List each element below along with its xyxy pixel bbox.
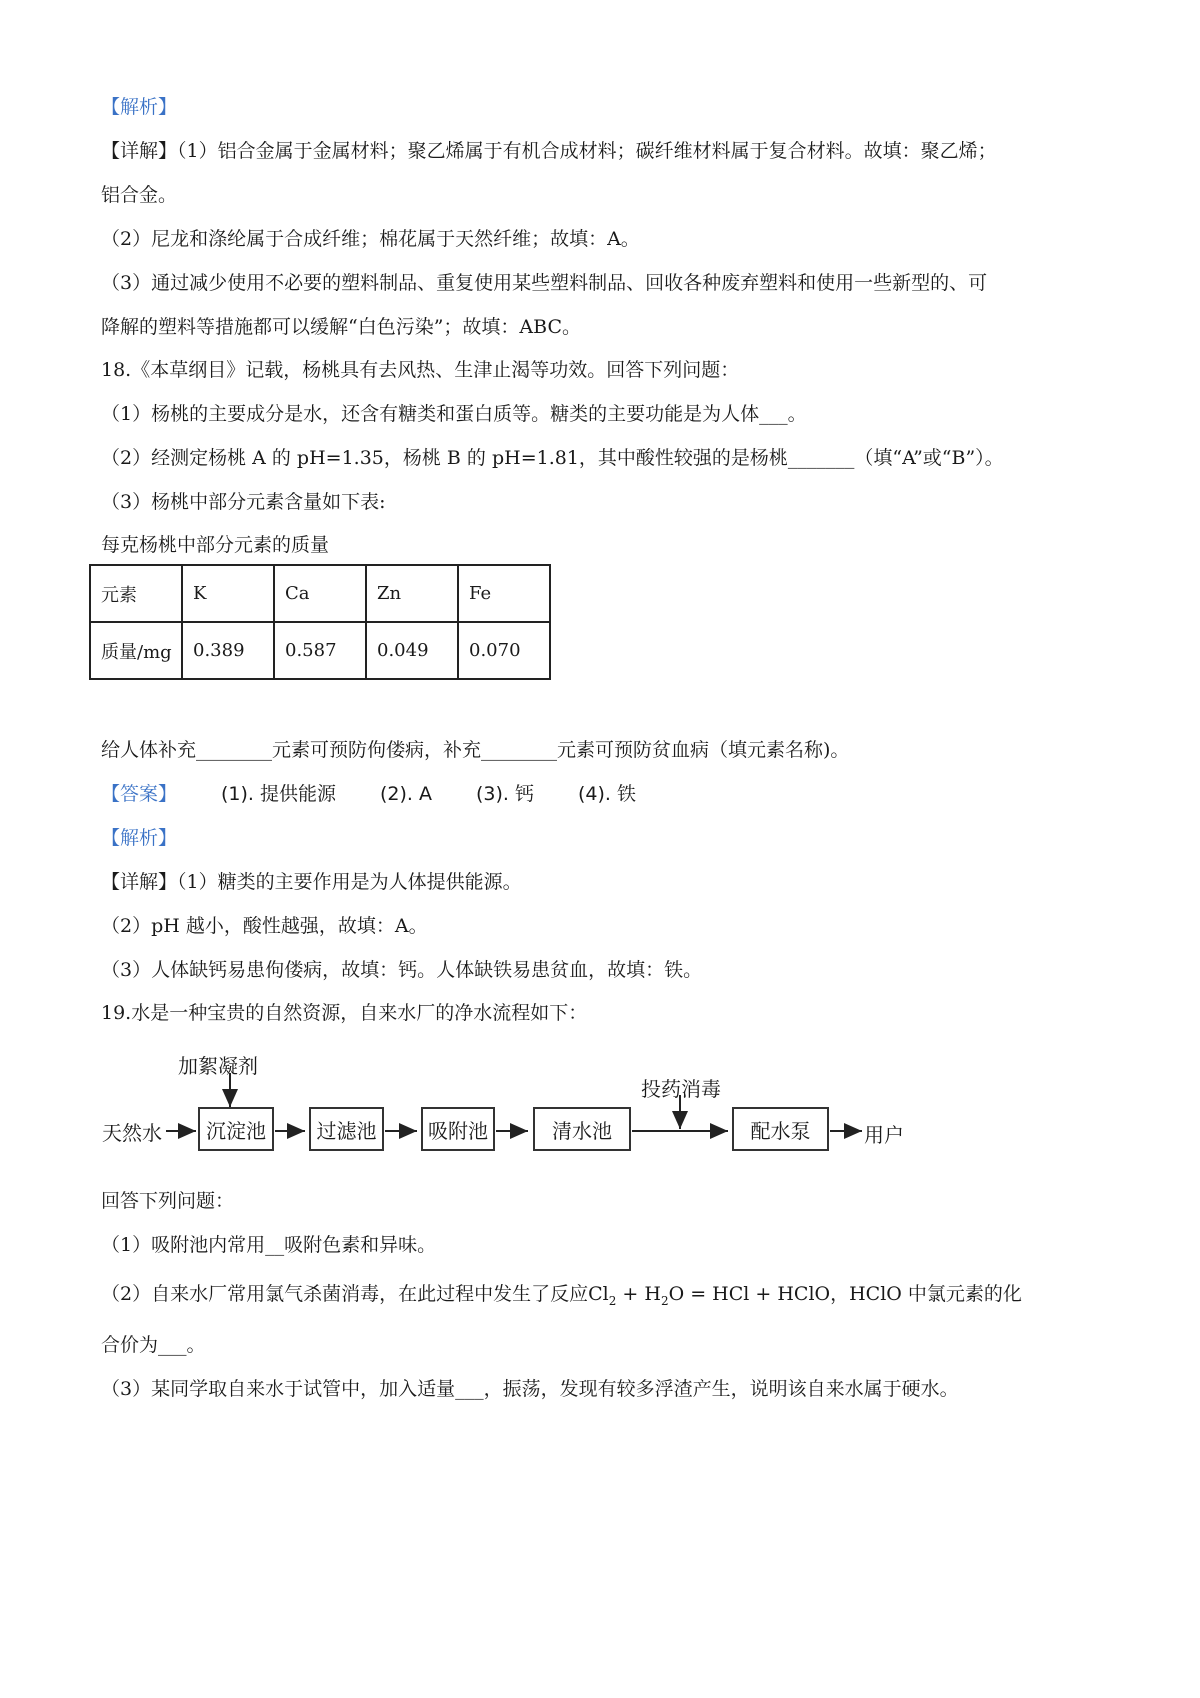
q18-part3: （3）杨桃中部分元素含量如下表:	[101, 491, 386, 513]
element-mass-table	[89, 564, 551, 680]
detail-line-3b: 降解的塑料等措施都可以缓解“白色污染”；故填：ABC。	[101, 316, 582, 338]
table-cell: K	[182, 565, 274, 622]
q18-part4: 给人体补充________元素可预防佝偻病，补充________元素可预防贫血病（填元素名称)。	[101, 739, 850, 761]
flow-step-sedimentation: 沉淀池	[198, 1107, 274, 1151]
answer-item: (2). A	[380, 783, 433, 805]
detail-text: （1）铝合金属于金属材料；聚乙烯属于有机合成材料；碳纤维材料属于复合材料。故填：聚乙烯；	[177, 140, 997, 162]
purification-flow-diagram	[100, 1045, 920, 1165]
detail-line-1b: 铝合金。	[101, 184, 178, 206]
detail-tag: 【详解】	[101, 871, 178, 893]
flow-step-filtration: 过滤池	[309, 1107, 384, 1151]
q19-prompt: 回答下列问题：	[101, 1190, 235, 1212]
q19-part3: （3）某同学取自来水于试管中，加入适量___，振荡，发现有较多浮渣产生，说明该自来水属于硬水。	[101, 1378, 959, 1400]
table-header-row	[90, 565, 550, 622]
table-cell: Ca	[274, 565, 366, 622]
table-cell: 0.587	[274, 622, 366, 679]
detail-text: （1）糖类的主要作用是为人体提供能源。	[177, 871, 522, 893]
q18-detail-2: （2）pH 越小，酸性越强，故填：A。	[101, 915, 428, 937]
answer-line	[101, 781, 636, 807]
table-cell: Zn	[366, 565, 458, 622]
answer-item: (4). 铁	[578, 783, 637, 805]
detail-line-1	[101, 138, 997, 164]
detail-line-3: （3）通过减少使用不必要的塑料制品、重复使用某些塑料制品、回收各种废弃塑料和使用一些新型的、可	[101, 272, 988, 294]
flow-disinfect-label: 投药消毒	[641, 1077, 721, 1101]
answer-item: (1). 提供能源	[221, 783, 337, 805]
flow-step-pump: 配水泵	[732, 1107, 829, 1151]
flow-step-adsorption: 吸附池	[421, 1107, 495, 1151]
table-cell: 0.389	[182, 622, 274, 679]
q18-detail-3: （3）人体缺钙易患佝偻病，故填：钙。人体缺铁易患贫血，故填：铁。	[101, 959, 703, 981]
q18-analysis-tag: 【解析】	[101, 827, 178, 849]
q19-part2b: 合价为___。	[101, 1334, 206, 1356]
flow-add-flocculant-label: 加絮凝剂	[178, 1054, 258, 1078]
table-caption: 每克杨桃中部分元素的质量	[101, 534, 330, 556]
q19-part1: （1）吸附池内常用__吸附色素和异味。	[101, 1234, 437, 1256]
q19-stem: 19.水是一种宝贵的自然资源，自来水厂的净水流程如下：	[101, 1002, 588, 1024]
q18-part1: （1）杨桃的主要成分是水，还含有糖类和蛋白质等。糖类的主要功能是为人体___。	[101, 403, 807, 425]
table-cell: 0.070	[458, 622, 550, 679]
table-cell: 元素	[90, 565, 182, 622]
table-cell: 质量/mg	[90, 622, 182, 679]
q18-stem: 18.《本草纲目》记载，杨桃具有去风热、生津止渴等功效。回答下列问题：	[101, 359, 740, 381]
analysis-tag: 【解析】	[101, 96, 178, 118]
q18-part2: （2）经测定杨桃 A 的 pH=1.35，杨桃 B 的 pH=1.81，其中酸性较强的是杨桃_______（填“A”或“B”）。	[101, 447, 1004, 469]
flow-output-label: 用户	[864, 1123, 904, 1147]
flow-input-label: 天然水	[102, 1121, 162, 1145]
q19-part2-pre: （2）自来水厂常用氯气杀菌消毒，在此过程中发生了反应	[101, 1283, 589, 1305]
q19-part2-post: ，HClO 中氯元素的化	[830, 1283, 1022, 1305]
answer-item: (3). 钙	[476, 783, 535, 805]
answer-tag: 【答案】	[101, 783, 178, 805]
table-cell: 0.049	[366, 622, 458, 679]
q18-detail-1	[101, 869, 522, 895]
flow-step-clear-water: 清水池	[533, 1107, 631, 1151]
reaction-equation: $Cl_2 + H_2O$ = HCl + HClO	[588, 1283, 831, 1308]
detail-tag: 【详解】	[101, 140, 178, 162]
table-cell: Fe	[458, 565, 550, 622]
table-row	[90, 622, 550, 679]
detail-line-2: （2）尼龙和涤纶属于合成纤维；棉花属于天然纤维；故填：A。	[101, 228, 640, 250]
q19-part2	[101, 1281, 1022, 1314]
